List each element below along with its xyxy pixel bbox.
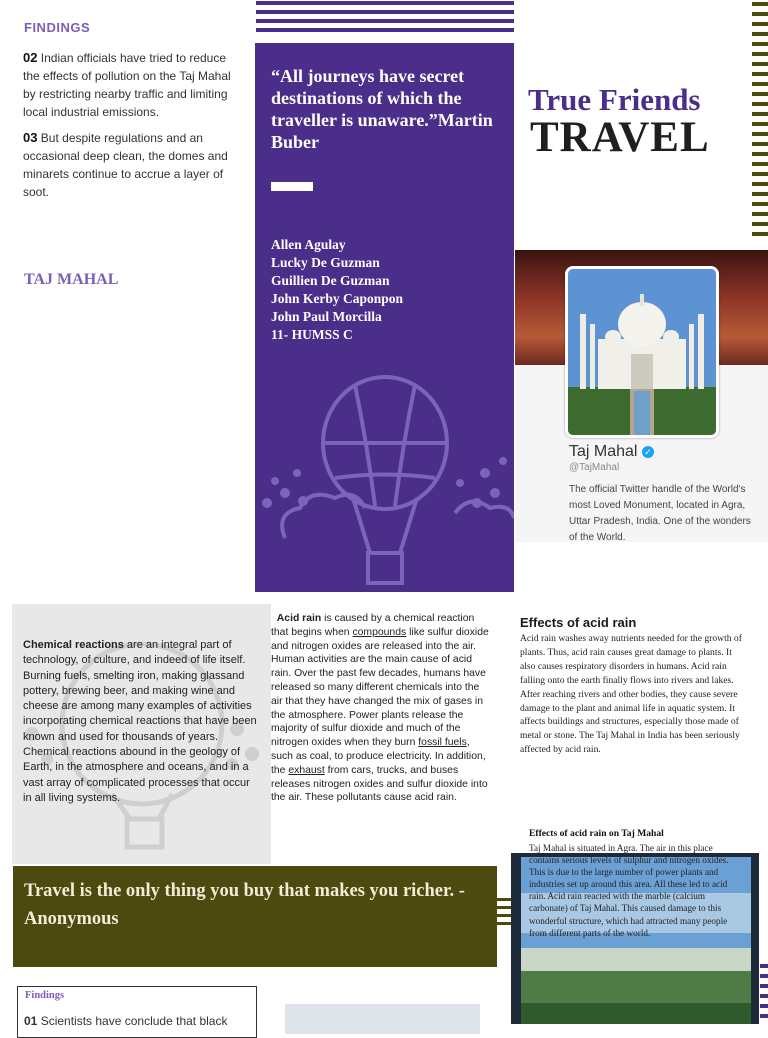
brochure-title-line2: TRAVEL	[530, 114, 710, 161]
finding-item	[23, 49, 245, 121]
author-name: John Paul Morcilla	[271, 309, 382, 324]
chemical-reactions-text: Chemical reactions are an integral part of technology, of culture, and indeed of life itself. Burning fuels, smelting iron, making glassand pottery, brewing beer, and making wine and cheese are among many examples of activities incorporating chemical reactions that have been known and used for thousands of years. Chemical reactions abound in the geology of Earth, in the atmosphere and oceans, and in a vast array of complicated processes that occur in all living systems.	[23, 639, 257, 804]
dashed-decoration	[752, 0, 768, 245]
fossil-fuels-link[interactable]: fossil fuels	[418, 737, 467, 749]
quote-panel	[255, 43, 514, 592]
author-name: Allen Agulay	[271, 237, 346, 252]
acid-rain-text: Acid rain is caused by a chemical reaction that begins when compounds like sulfur dioxide and nitrogen oxides are released into the air. Human activities are the main cause of acid rain. Over the past few decades, humans have released so many different chemicals into the air that they have changed the mix of gases in the atmosphere. Power plants release the majority of sulfur dioxide and much of the nitrogen oxides when they burn fossil fuels, such as coal, to produce electricity. In addition, the exhaust from cars, trucks, and buses releases nitrogen oxides and sulfur dioxide into the air. These pollutants cause acid rain.	[271, 613, 489, 804]
chemical-reactions-box	[12, 604, 271, 864]
brochure-title-line1: True Friends	[528, 82, 701, 117]
profile-name: Taj Mahal ✓	[569, 443, 654, 461]
stripe-decoration	[256, 10, 514, 14]
twitter-profile-card	[515, 250, 768, 542]
taj-mahal-icon	[568, 269, 716, 435]
profile-photo	[565, 266, 719, 438]
author-list	[271, 236, 403, 344]
profile-handle: @TajMahal	[569, 462, 620, 473]
stripe-decoration	[256, 19, 514, 23]
author-name: Guillien De Guzman	[271, 273, 390, 288]
dashed-decoration	[497, 896, 511, 926]
hot-air-balloon-icon	[255, 373, 514, 592]
profile-bio: The official Twitter handle of the World's most Loved Monument, located in Agra, Uttar Pradesh, India. One of the wonders of the World.	[569, 484, 751, 542]
travel-quote-box	[13, 866, 497, 967]
finding-text: But despite regulations and an occasional deep clean, the domes and minarets continue to accrue a layer of soot.	[23, 131, 228, 199]
effects-taj-text: Taj Mahal is situated in Agra. The air in this place contains serious levels of sulphur and nitrogen oxides. This is due to the large number of power plants and industries set up around this area. All these led to acid rain. Acid rain reacted with the marble (calcium carbonate) of Taj Mahal. This caused damage to this wonderful structure, which had attracted many people from different parts of the world.	[529, 843, 729, 938]
stripe-decoration	[256, 28, 514, 32]
findings-heading: FINDINGS	[24, 20, 91, 35]
class-section: 11- HUMSS C	[271, 327, 353, 342]
exhaust-link[interactable]: exhaust	[288, 764, 325, 776]
compounds-link[interactable]: compounds	[352, 626, 407, 638]
taj-mahal-label: TAJ MAHAL	[24, 271, 119, 288]
finding-text: Indian officials have tried to reduce the effects of pollution on the Taj Mahal by restricting nearby traffic and limiting local industrial emissions.	[23, 51, 231, 119]
effects-taj-heading: Effects of acid rain on Taj Mahal	[529, 828, 664, 839]
findings-bottom-text: 01 Scientists have conclude that black	[24, 1014, 228, 1028]
stripe-decoration	[760, 962, 768, 1024]
finding-item	[23, 129, 245, 201]
verified-badge-icon: ✓	[642, 446, 654, 458]
effects-heading: Effects of acid rain	[520, 615, 637, 630]
bottom-photo	[285, 1004, 480, 1034]
author-name: John Kerby Caponpon	[271, 291, 404, 306]
author-name: Lucky De Guzman	[271, 255, 380, 270]
finding-number: 03	[23, 130, 38, 145]
findings-bottom-box	[17, 986, 257, 1038]
journey-quote: “All journeys have secret destinations of which the traveller is unaware.”Martin Buber	[271, 66, 493, 152]
travel-quote: Travel is the only thing you buy that makes you richer. - Anonymous	[24, 881, 465, 929]
effects-text: Acid rain washes away nutrients needed for the growth of plants. Thus, acid rain causes great damage to plants. It also causes respiratory disorders in humans. Acid rain falling onto the earth finally flows into rivers and lakes. After reaching rivers and other bodies, they cause severe damage to the plant and animal life in aquatic system. It affects buildings and structures, especially those made of metal or stone. The Taj Mahal in India has been seriously affected by acid rain.	[520, 633, 742, 756]
finding-number: 02	[23, 50, 38, 65]
stripe-decoration	[256, 1, 514, 5]
findings-bottom-heading: Findings	[25, 990, 65, 1001]
quote-underline	[271, 182, 313, 191]
